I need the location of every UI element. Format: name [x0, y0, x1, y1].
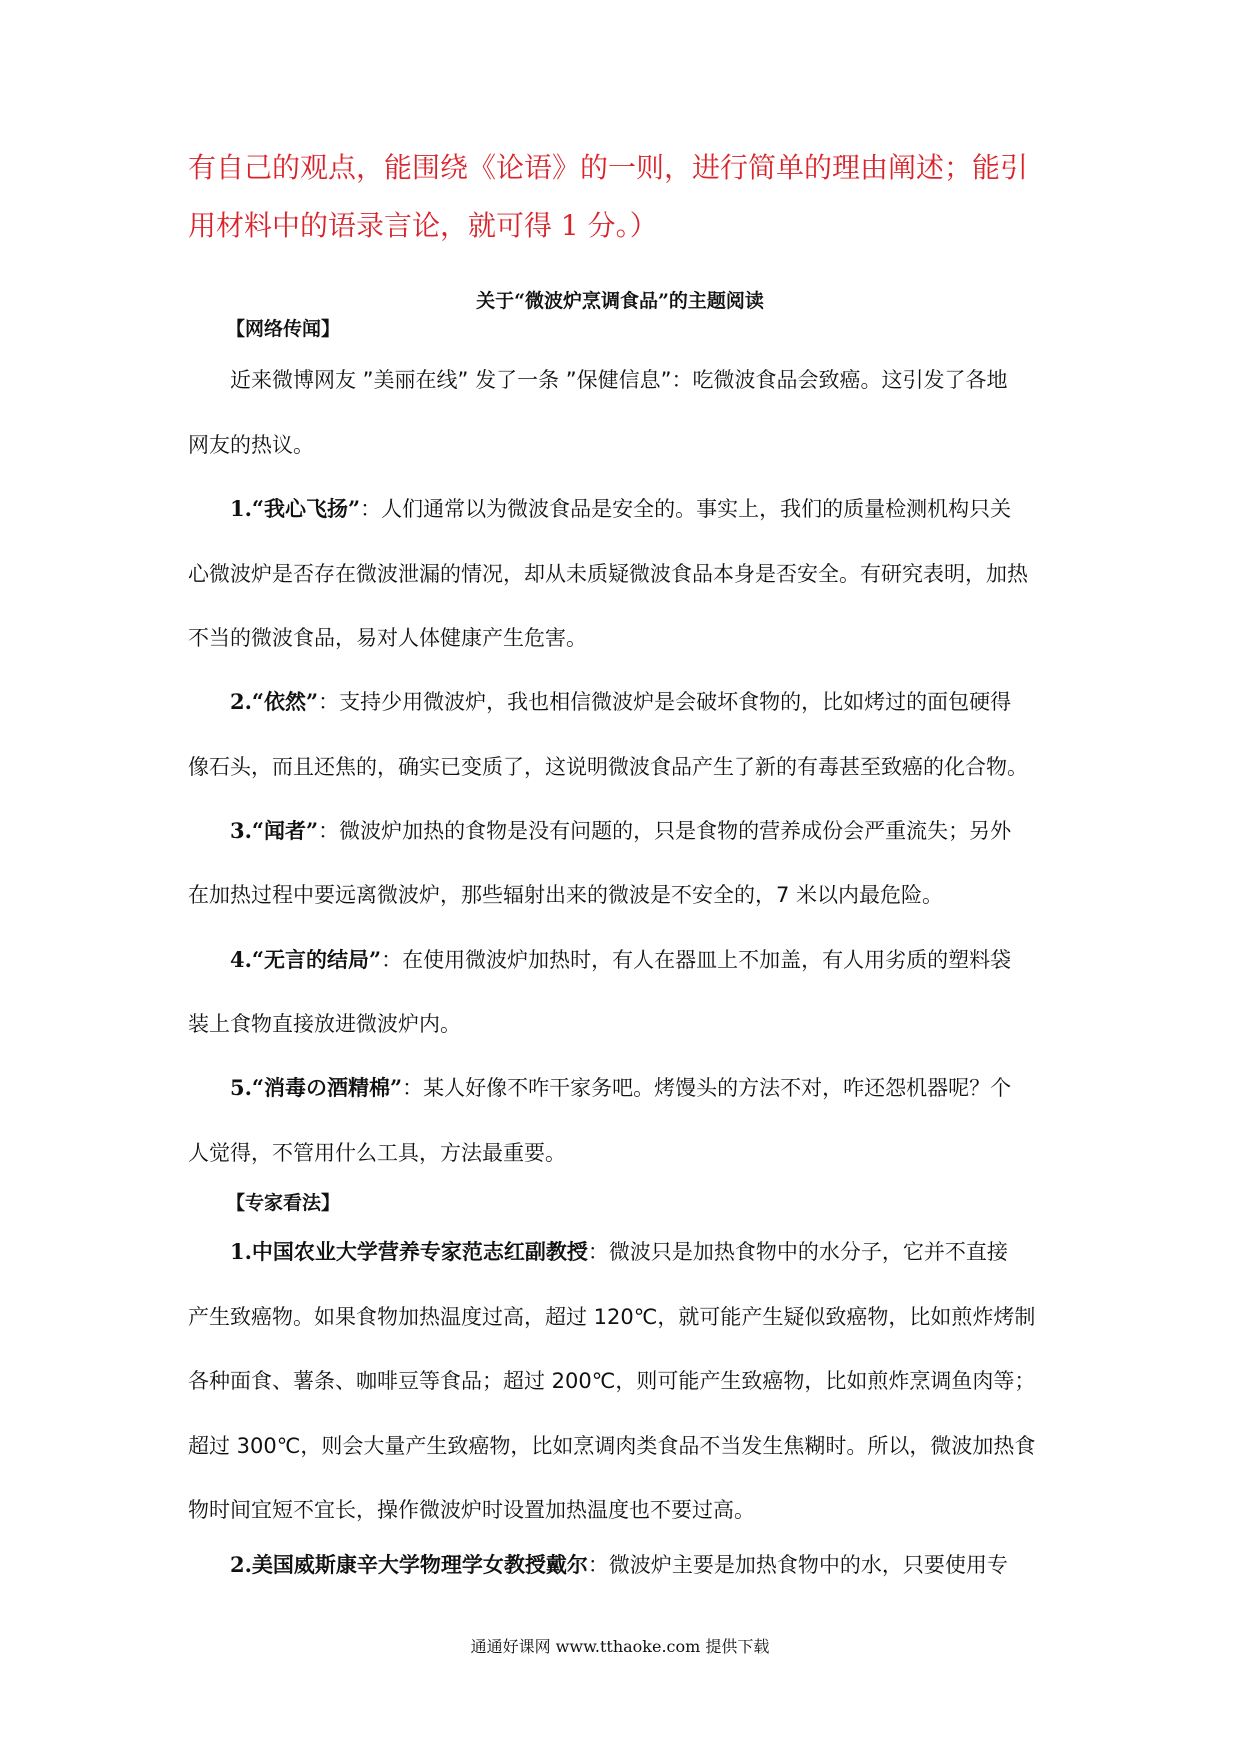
expert-item-1-line-3: 各种面食、薯条、咖啡豆等食品；超过 200℃，则可能产生致癌物，比如煎炸烹调鱼肉等；	[188, 1369, 1036, 1393]
rumor-item-1	[230, 493, 1060, 523]
rumor-item-1-label: 1.“我心飞扬”	[230, 496, 361, 521]
rumor-intro-line-2: 网友的热议。	[188, 433, 314, 457]
rumor-item-5-line-2: 人觉得，不管用什么工具，方法最重要。	[188, 1141, 566, 1165]
expert-item-2-label: 2.美国威斯康辛大学物理学女教授戴尔	[230, 1552, 588, 1577]
rumor-item-3-text: ：微波炉加热的食物是没有问题的，只是食物的营养成份会严重流失；另外	[318, 819, 1012, 843]
section-heading-expert: 【专家看法】	[226, 1192, 341, 1214]
rumor-item-3	[230, 815, 1060, 845]
expert-item-2	[230, 1549, 1060, 1579]
rumor-item-4-line-2: 装上食物直接放进微波炉内。	[188, 1012, 461, 1036]
rumor-item-3-line-2: 在加热过程中要远离微波炉，那些辐射出来的微波是不安全的，7 米以内最危险。	[188, 883, 944, 907]
expert-item-1-text: ：微波只是加热食物中的水分子，它并不直接	[587, 1240, 1008, 1264]
red-note-line-2: 用材料中的语录言论，就可得 1 分。）	[188, 209, 658, 242]
expert-item-1-line-5: 物时间宜短不宜长，操作微波炉时设置加热温度也不要过高。	[188, 1498, 755, 1522]
page-footer: 通通好课网 www.tthaoke.com 提供下载	[470, 1637, 770, 1656]
rumor-item-4-label: 4.“无言的结局”	[230, 947, 382, 972]
rumor-item-2-line-2: 像石头，而且还焦的，确实已变质了，这说明微波食品产生了新的有毒甚至致癌的化合物。	[188, 755, 1028, 779]
rumor-item-5	[230, 1072, 1060, 1102]
expert-item-1	[230, 1236, 1060, 1266]
expert-item-1-label: 1.中国农业大学营养专家范志红副教授	[230, 1239, 588, 1264]
rumor-item-2-text: ：支持少用微波炉，我也相信微波炉是会破坏食物的，比如烤过的面包硬得	[318, 690, 1012, 714]
expert-item-1-line-4: 超过 300℃，则会大量产生致癌物，比如烹调肉类食品不当发生焦糊时。所以，微波加热食	[188, 1434, 1036, 1458]
rumor-item-4-text: ：在使用微波炉加热时，有人在器皿上不加盖，有人用劣质的塑料袋	[381, 948, 1012, 972]
rumor-item-5-label: 5.“消毒の酒精棉”	[230, 1075, 403, 1100]
rumor-item-5-text: ：某人好像不咋干家务吧。烤馒头的方法不对，咋还怨机器呢？个	[402, 1076, 1012, 1100]
red-note-line-1: 有自己的观点，能围绕《论语》的一则，进行简单的理由阐述；能引	[188, 151, 1029, 184]
rumor-intro-line-1: 近来微博网友 ”美丽在线” 发了一条 ”保健信息”：吃微波食品会致癌。这引发了各地	[230, 368, 1008, 392]
rumor-item-4	[230, 944, 1060, 974]
article-title: 关于“微波炉烹调食品”的主题阅读	[476, 290, 764, 312]
rumor-item-1-text: ：人们通常以为微波食品是安全的。事实上，我们的质量检测机构只关	[360, 497, 1012, 521]
expert-item-1-line-2: 产生致癌物。如果食物加热温度过高，超过 120℃，就可能产生疑似致癌物，比如煎炸烤制	[188, 1305, 1036, 1329]
rumor-item-1-line-3: 不当的微波食品，易对人体健康产生危害。	[188, 626, 587, 650]
rumor-item-2-label: 2.“依然”	[230, 689, 319, 714]
expert-item-2-text: ：微波炉主要是加热食物中的水，只要使用专	[587, 1553, 1008, 1577]
rumor-item-3-label: 3.“闻者”	[230, 818, 319, 843]
rumor-item-2	[230, 686, 1060, 716]
rumor-item-1-line-2: 心微波炉是否存在微波泄漏的情况，却从未质疑微波食品本身是否安全。有研究表明，加热	[188, 562, 1028, 586]
section-heading-rumor: 【网络传闻】	[226, 318, 341, 340]
